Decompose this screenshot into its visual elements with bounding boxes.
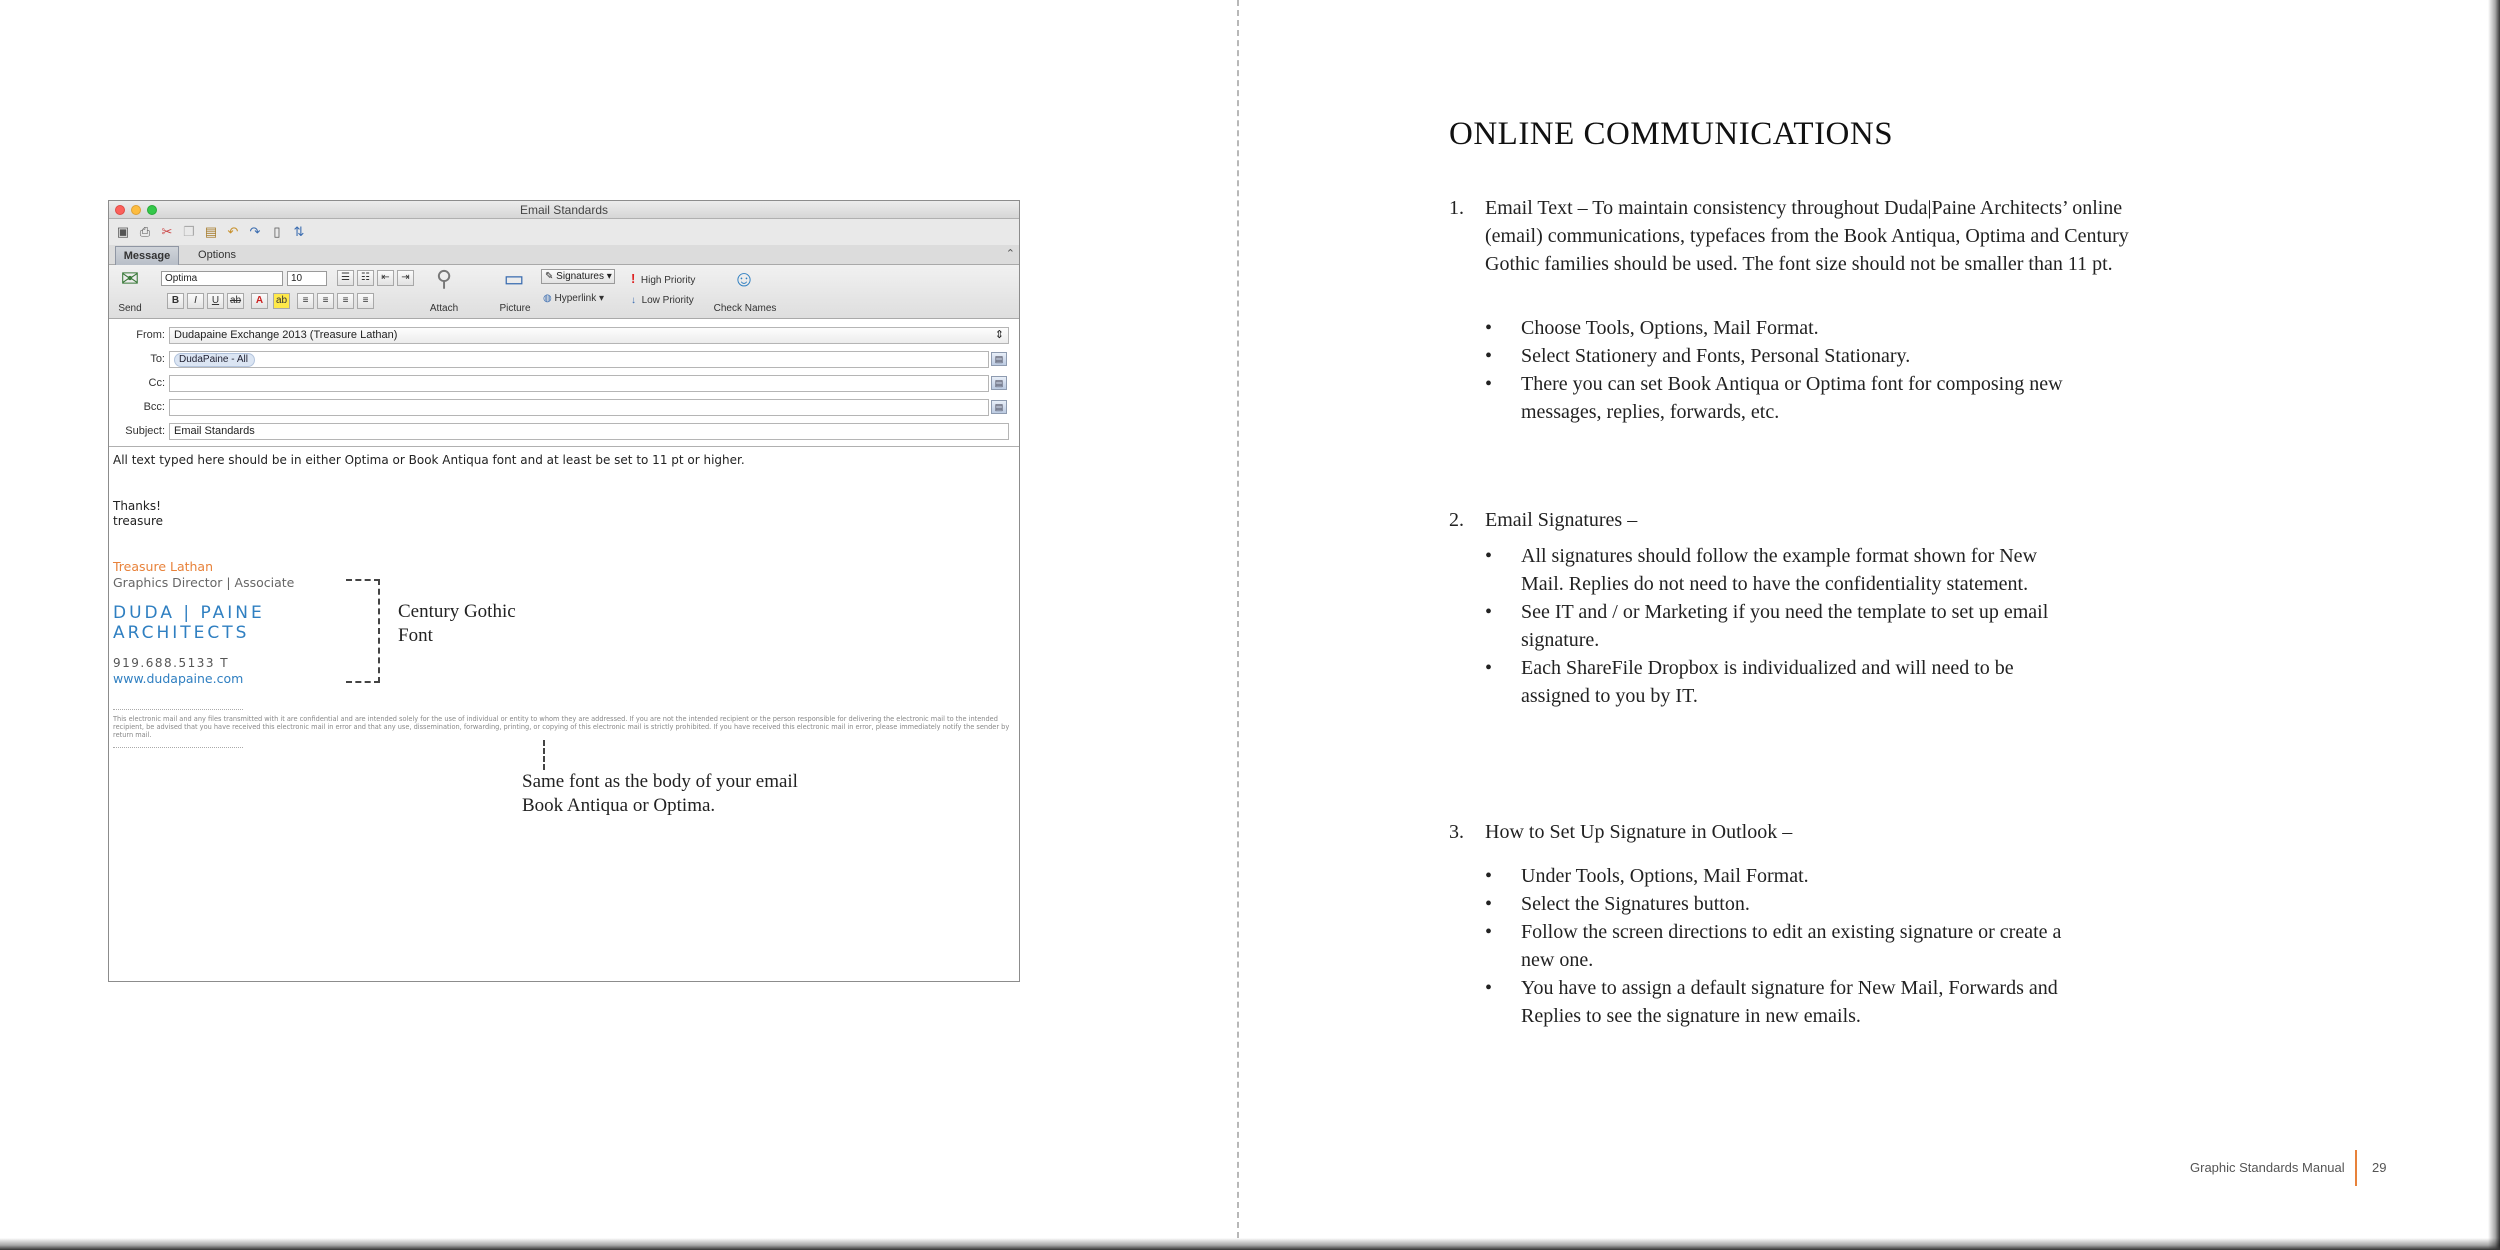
address-book-icon[interactable]: ▤ — [991, 400, 1007, 414]
bcc-label: Bcc: — [143, 401, 165, 413]
select-arrows-icon: ⇕ — [994, 329, 1004, 341]
bcc-field[interactable] — [169, 399, 989, 416]
bullet-item: • Each ShareFile Dropbox is individualized and will need to be assigned to you by IT. — [1485, 654, 2075, 710]
subject-label: Subject: — [125, 425, 165, 437]
bullet-item: • Choose Tools, Options, Mail Format. — [1485, 314, 2075, 342]
cut-icon[interactable]: ✂ — [161, 224, 173, 239]
signature-title: Graphics Director | Associate — [113, 575, 295, 590]
check-names-button[interactable]: Check Names — [713, 303, 777, 314]
align-left-icon[interactable]: ≡ — [297, 293, 314, 309]
bullet-item: • Select the Signatures button. — [1485, 890, 2075, 918]
tab-options[interactable]: Options — [198, 249, 236, 261]
send-button[interactable]: Send — [118, 303, 142, 314]
item-number: 2. — [1449, 509, 1464, 531]
body-line: All text typed here should be in either Optima or Book Antiqua font and at least be set to 11 pt or higher. — [113, 453, 745, 467]
recipient-chip[interactable]: DudaPaine - All — [174, 353, 255, 367]
hyperlink-label: Hyperlink — [554, 293, 597, 304]
bullet-item: • You have to assign a default signature for New Mail, Forwards and Replies to see the signature in new emails. — [1485, 974, 2075, 1030]
callout-line: Same font as the body of your email — [522, 771, 798, 792]
list-item — [1449, 194, 2149, 278]
picture-button[interactable]: Picture — [499, 303, 531, 314]
bullets-icon[interactable]: ☰ — [337, 270, 354, 286]
font-color-icon[interactable]: A — [251, 293, 268, 309]
list-item — [1449, 506, 2149, 534]
footer-manual-title: Graphic Standards Manual — [2190, 1160, 2345, 1175]
address-book-icon[interactable]: ▤ — [991, 352, 1007, 366]
callout-line: Book Antiqua or Optima. — [522, 795, 716, 816]
numbering-icon[interactable]: ☷ — [357, 270, 374, 286]
align-right-icon[interactable]: ≡ — [337, 293, 354, 309]
signature-website[interactable]: www.dudapaine.com — [113, 671, 244, 686]
confidentiality-disclaimer: This electronic mail and any files transmitted with it are confidential and are intended solely for the use of individual or entity to whom they are addressed. If you are not the intended recipient or the person responsible for delivering the electronic mail to the intended recipient, be advised that you have received this electronic mail in error and that any use, dissemination, forwarding, printing, or copying of this electronic mail is strictly prohibited. If you have received this electronic mail in error, please immediately notify the sender by return mail. — [113, 715, 1010, 739]
item-number: 1. — [1449, 197, 1464, 219]
page-shadow-bottom — [0, 1238, 2500, 1250]
address-book-icon[interactable]: ▤ — [991, 376, 1007, 390]
century-gothic-callout — [398, 600, 516, 648]
body-sender: treasure — [113, 514, 164, 528]
signature-name: Treasure Lathan — [113, 559, 214, 574]
signatures-button[interactable]: ✎ Signatures ▾ — [541, 269, 615, 284]
bullet-list — [1485, 542, 2075, 710]
bullet-item: • Select Stationery and Fonts, Personal Stationary. — [1485, 342, 2075, 370]
bullet-item: • All signatures should follow the example format shown for New Mail. Replies do not need to have the confidentiality statement. — [1485, 542, 2075, 598]
window-titlebar — [109, 201, 1019, 219]
picture-icon[interactable]: ▭ — [503, 266, 525, 291]
increase-indent-icon[interactable]: ⇥ — [397, 270, 414, 286]
signature-logo-line2: ARCHITECTS — [113, 623, 250, 643]
quick-access-toolbar — [109, 219, 1019, 245]
century-gothic-bracket — [346, 579, 380, 683]
item-text: How to Set Up Signature in Outlook – — [1485, 821, 1793, 843]
low-priority-button[interactable] — [631, 295, 694, 306]
font-name-select[interactable]: Optima — [161, 271, 283, 286]
signature-phone: 919.688.5133 T — [113, 656, 230, 670]
strikethrough-icon[interactable]: ab — [227, 293, 244, 309]
exclamation-icon: ! — [631, 271, 636, 286]
hyperlink-button[interactable]: ◍ Hyperlink ▾ — [543, 293, 605, 304]
send-receive-icon[interactable]: ⇅ — [293, 224, 305, 239]
bullet-item: • See IT and / or Marketing if you need the template to set up email signature. — [1485, 598, 2075, 654]
list-item — [1449, 818, 2149, 846]
body-font-leader-line — [543, 740, 545, 770]
bullet-item: • There you can set Book Antiqua or Optima font for composing new messages, replies, forwards, etc. — [1485, 370, 2075, 426]
paperclip-icon[interactable]: ⚲ — [435, 266, 453, 291]
from-label: From: — [136, 329, 165, 341]
justify-icon[interactable]: ≡ — [357, 293, 374, 309]
italic-icon[interactable]: I — [187, 293, 204, 309]
bold-icon[interactable]: B — [167, 293, 184, 309]
down-arrow-icon: ↓ — [631, 295, 636, 306]
page-shadow-right — [2488, 0, 2500, 1250]
to-label: To: — [150, 353, 165, 365]
item-number: 3. — [1449, 821, 1464, 843]
signature-logo-line1: DUDA | PAINE — [113, 603, 265, 623]
from-select[interactable] — [169, 327, 1009, 344]
footer-divider — [2355, 1150, 2357, 1186]
email-window-screenshot — [108, 200, 1020, 982]
font-size-select[interactable]: 10 — [287, 271, 327, 286]
high-priority-button[interactable] — [631, 271, 695, 286]
check-names-icon[interactable]: ☺ — [732, 266, 756, 291]
page-gutter — [1237, 0, 1239, 1238]
bullet-list — [1485, 314, 2075, 426]
ribbon-tabs — [109, 245, 1019, 265]
collapse-ribbon-icon[interactable]: ⌃ — [1005, 248, 1015, 260]
decrease-indent-icon[interactable]: ⇤ — [377, 270, 394, 286]
bullet-item: • Under Tools, Options, Mail Format. — [1485, 862, 2075, 890]
cc-field[interactable] — [169, 375, 989, 392]
callout-line: Century Gothic — [398, 601, 516, 622]
item-text: Email Text – To maintain consistency throughout Duda|Paine Architects’ online (email) communications, typefaces from the Book Antiqua, Optima and Century Gothic families should be used. The font size should not be smaller than 11 pt. — [1485, 197, 2129, 275]
low-priority-label: Low Priority — [641, 295, 694, 306]
underline-icon[interactable]: U — [207, 293, 224, 309]
signatures-label: Signatures — [556, 271, 604, 282]
header-divider — [109, 446, 1019, 447]
disclaimer-divider-top — [113, 709, 243, 710]
paste-icon[interactable]: ▤ — [204, 224, 218, 239]
cc-label: Cc: — [148, 377, 165, 389]
undo-icon[interactable]: ↶ — [227, 224, 239, 239]
from-value: Dudapaine Exchange 2013 (Treasure Lathan) — [174, 329, 398, 341]
item-text: Email Signatures – — [1485, 509, 1638, 531]
attach-button[interactable]: Attach — [429, 303, 459, 314]
to-field[interactable] — [169, 351, 989, 368]
globe-icon: ◍ — [543, 293, 552, 304]
section-title: ONLINE COMMUNICATIONS — [1449, 116, 1894, 152]
bullet-list — [1485, 862, 2075, 1030]
align-center-icon[interactable]: ≡ — [317, 293, 334, 309]
print-icon[interactable]: ⎙ — [139, 224, 151, 239]
disclaimer-divider-bottom — [113, 747, 243, 748]
copy-icon[interactable]: ❐ — [183, 224, 195, 239]
subject-field[interactable]: Email Standards — [169, 423, 1009, 440]
bullet-item: • Follow the screen directions to edit an existing signature or create a new one. — [1485, 918, 2075, 974]
body-thanks: Thanks! — [113, 499, 161, 513]
ribbon-toolbar — [109, 265, 1019, 319]
high-priority-label: High Priority — [640, 275, 696, 286]
send-icon[interactable]: ✉ — [120, 266, 140, 291]
redo-icon[interactable]: ↷ — [249, 224, 261, 239]
document-icon[interactable]: ▯ — [273, 224, 281, 239]
tab-message[interactable]: Message — [115, 246, 179, 265]
save-icon[interactable]: ▣ — [116, 224, 130, 239]
callout-line: Font — [398, 625, 433, 646]
body-font-callout — [522, 770, 798, 818]
page-number: 29 — [2372, 1160, 2387, 1175]
highlight-icon[interactable]: ab — [273, 293, 290, 309]
window-title: Email Standards — [519, 203, 609, 217]
